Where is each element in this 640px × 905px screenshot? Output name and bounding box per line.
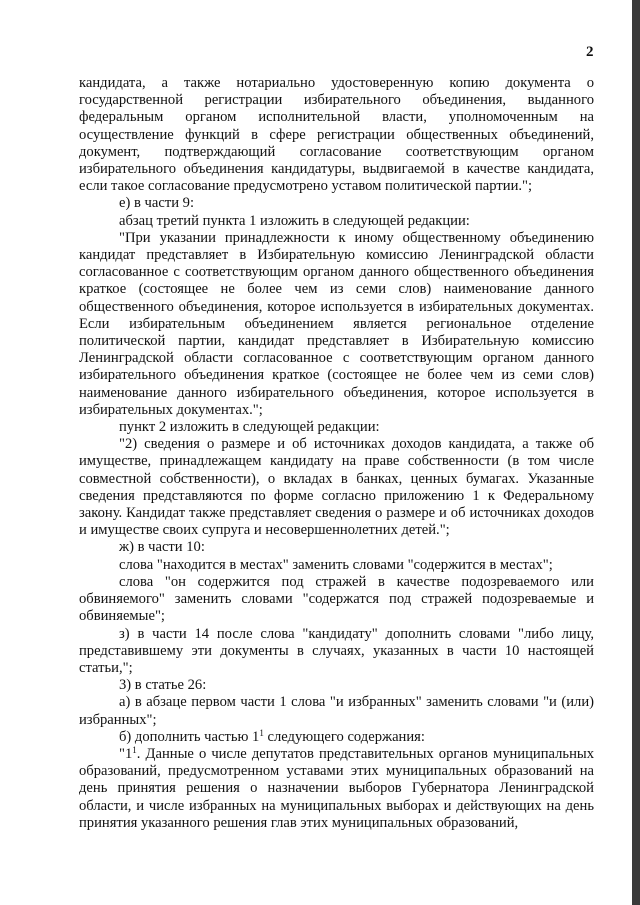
superscript: 1: [132, 744, 137, 755]
paragraph: а) в абзаце первом части 1 слова "и избранных" заменить словами "и (или) избранных";: [79, 694, 594, 728]
paragraph: слова "находится в местах" заменить словами "содержится в местах";: [119, 556, 553, 573]
paragraph: 3) в статье 26:: [119, 677, 207, 694]
scan-edge: [632, 0, 640, 905]
superscript: 1: [259, 727, 264, 738]
paragraph: "2) сведения о размере и об источниках доходов кандидата, а также об имуществе, принадлежащем кандидату на праве собственности (в том числе совместной собственности), о вкладах в банках, ценных бумагах. Указанные сведения представляются по форме согласно приложению 1 к Федеральному закону. Кандидат также представляет сведения о размере и об источниках доходов и имуществе своих супруга и несовершеннолетних детей.";: [79, 436, 594, 539]
paragraph: [79, 746, 594, 832]
paragraph: ж) в части 10:: [119, 539, 205, 556]
page-number: 2: [586, 44, 594, 60]
paragraph: кандидата, а также нотариально удостоверенную копию документа о государственной регистрации избирательного объединения, выданного федеральным органом исполнительной власти, уполномоченным на осуществление функций в сфере регистрации общественных объединений, документ, подтверждающий согласование соответствующим органом избирательного объединения кандидатуры, выдвигаемой в качестве кандидата, если такое согласование предусмотрено уставом политической партии.";: [79, 75, 594, 195]
paragraph: абзац третий пункта 1 изложить в следующей редакции:: [119, 212, 470, 229]
paragraph: пункт 2 изложить в следующей редакции:: [119, 419, 380, 436]
paragraph-text: следующего содержания:: [263, 728, 425, 745]
paragraph: е) в части 9:: [119, 195, 195, 212]
paragraph: [79, 729, 594, 746]
paragraph: "При указании принадлежности к иному общественному объединению кандидат представляет в Избирательную комиссию Ленинградской области согласованное с соответствующим органом данного общественного объединения краткое (состоящее не более чем из семи слов) наименование данного общественного объединения, которое используется в избирательных документах. Если избирательным объединением является региональное отделение политической партии, кандидат представляет в Избирательную комиссию Ленинградской области согласованное с соответствующим органом данного избирательного объединения краткое (состоящее не более чем из семи слов) наименование данного избирательного объединения, которое используется в избирательных документах.";: [79, 229, 594, 418]
paragraph-text: . Данные о числе депутатов представительных органов муниципальных образований, предусмотренном уставами этих муниципальных образований на день принятия решения о назначении выборов Губернатора Ленинградской области, и числе избранных на муниципальных выборах и действующих на день принятия указанного решения глав этих муниципальных образований,: [79, 745, 594, 831]
paragraph: з) в части 14 после слова "кандидату" дополнить словами "либо лицу, представившему эти документы в случаях, указанных в части 10 настоящей статьи,";: [79, 625, 594, 676]
paragraph-text: "1: [119, 745, 133, 762]
paragraph: слова "он содержится под стражей в качестве подозреваемого или обвиняемого" заменить словами "содержатся под стражей подозреваемые и обвиняемые";: [79, 573, 594, 625]
paragraph-text: б) дополнить частью 1: [119, 728, 260, 745]
document-body: [79, 75, 594, 832]
